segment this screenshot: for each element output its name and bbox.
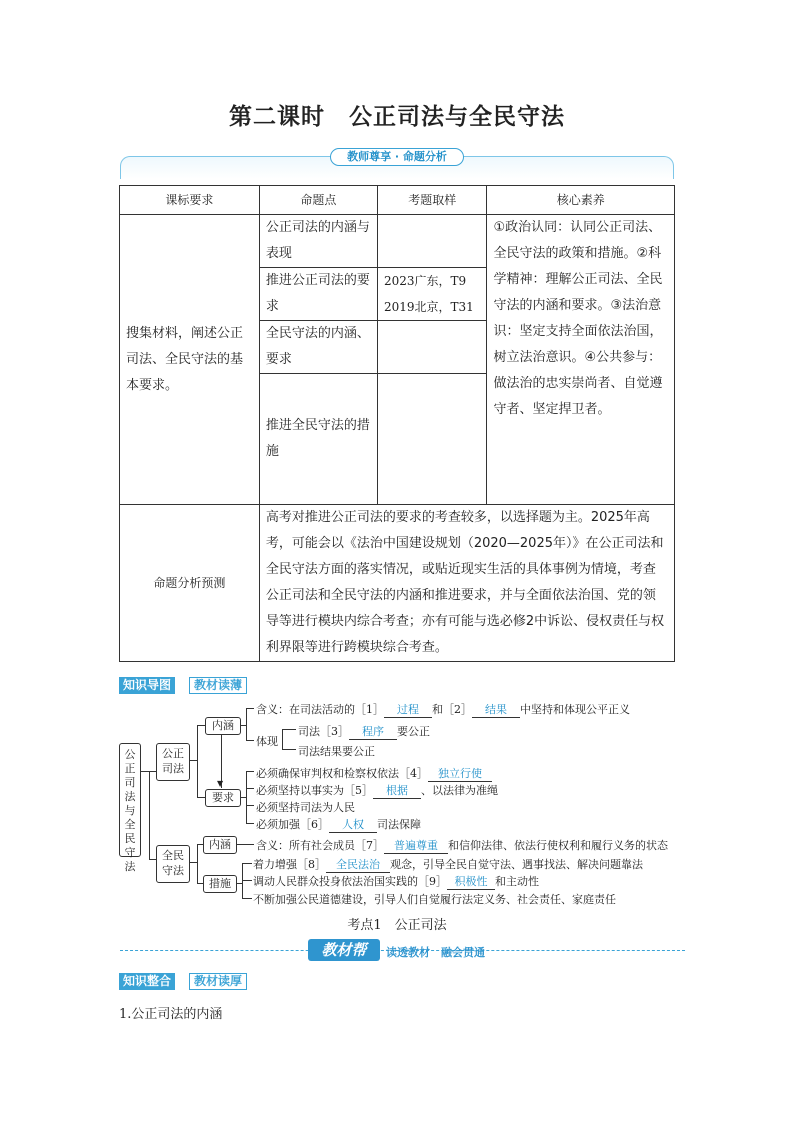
topic-heading: 考点1 公正司法 [347,918,447,933]
sample-item: 2019北京，T31 [383,300,474,314]
table-header: 核心素养 [487,186,675,215]
map-tixian: 体现 [256,735,278,748]
sample-cell-empty [377,374,486,505]
sample-cell-empty [377,321,486,374]
point-cell: 推进公正司法的要求 [259,268,377,321]
page-title: 第二课时 公正司法与全民守法 [229,104,565,130]
table-header: 考题取样 [377,186,486,215]
map-line-9: 着力增强［8］ 全民法治 观念，引导全民自觉守法、遇事找法、解决问题靠法 [253,858,643,871]
analysis-text: 高考对推进公正司法的要求的考查较多，以选择题为主。2025年高考，可能会以《法治中国建设规划（2020—2025年）》在公正司法和全民守法方面的落实情况，或贴近现实生活的具体事例为情境，考查公正司法和全民守法的内涵和推进要求，并与全面依法治国、党的领导等进行模块内综合考查；亦有可能与选必修2中诉讼、侵权责任与权利界限等进行跨模块综合考查。 [259,505,674,662]
map-root: 公正司法与全民守法 [119,743,141,857]
analysis-label: 命题分析预测 [120,505,260,662]
map-line-1: 含义：在司法活动的［1］ 过程 和［2］ 结果 中坚持和体现公平正义 [256,703,630,716]
node-neihan: 内涵 [205,717,241,735]
sample-item: 2023广东，T9 [383,274,467,288]
requirements-table [119,185,675,662]
section-heading: 1.公正司法的内涵 [119,1007,223,1022]
table-header: 命题点 [259,186,377,215]
literacy-cell: ①政治认同：认同公正司法、全民守法的政策和措施。②科学精神：理解公正司法、全民守法的内涵和要求。③法治意识：坚定支持全面依法治国，树立法治意识。④公共参与：做法治的忠实崇尚者、自觉遵守者、坚定捍卫者。 [487,215,675,505]
textbook-help-subtitle: 读透教材 融会贯通 [386,946,485,959]
node-yaoqiu: 要求 [205,789,241,807]
tag-textbook-thick: 教材读厚 [189,973,247,990]
table-header: 课标要求 [120,186,260,215]
branch-lawabiding: 全民守法 [156,845,190,883]
textbook-help-badge: 教材帮 [308,939,380,961]
tag-knowledge-integration: 知识整合 [119,973,175,990]
tag-knowledge-map: 知识导图 [119,677,175,694]
map-line-5: 必须坚持以事实为［5］ 根据 、以法律为准绳 [256,784,498,797]
node-cuoshi: 措施 [203,875,237,893]
point-cell: 推进全民守法的措施 [259,374,377,505]
arrow-down-icon: ▼ [217,779,224,788]
map-line-6: 必须坚持司法为人民 [256,801,355,814]
branch-justice: 公正司法 [156,743,190,781]
node-neihan-2: 内涵 [203,836,237,854]
map-line-2: 司法［3］ 程序 要公正 [298,725,430,738]
point-cell: 全民守法的内涵、要求 [259,321,377,374]
tag-textbook-thin: 教材读薄 [189,677,247,694]
standard-cell: 搜集材料，阐述公正司法、全民守法的基本要求。 [120,215,260,505]
map-line-8: 含义：所有社会成员［7］ 普遍尊重 和信仰法律、依法行使权利和履行义务的状态 [256,839,668,852]
banner-label: 教师尊享 · 命题分析 [330,148,464,166]
map-line-11: 不断加强公民道德建设，引导人们自觉履行法定义务、社会责任、家庭责任 [253,893,616,906]
sample-cell-empty [377,215,486,268]
map-line-10: 调动人民群众投身依法治国实践的［9］ 积极性 和主动性 [253,875,539,888]
point-cell: 公正司法的内涵与表现 [259,215,377,268]
map-line-7: 必须加强［6］ 人权 司法保障 [256,818,421,831]
map-line-3: 司法结果要公正 [298,745,375,758]
map-line-4: 必须确保审判权和检察权依法［4］ 独立行使 [256,765,492,782]
